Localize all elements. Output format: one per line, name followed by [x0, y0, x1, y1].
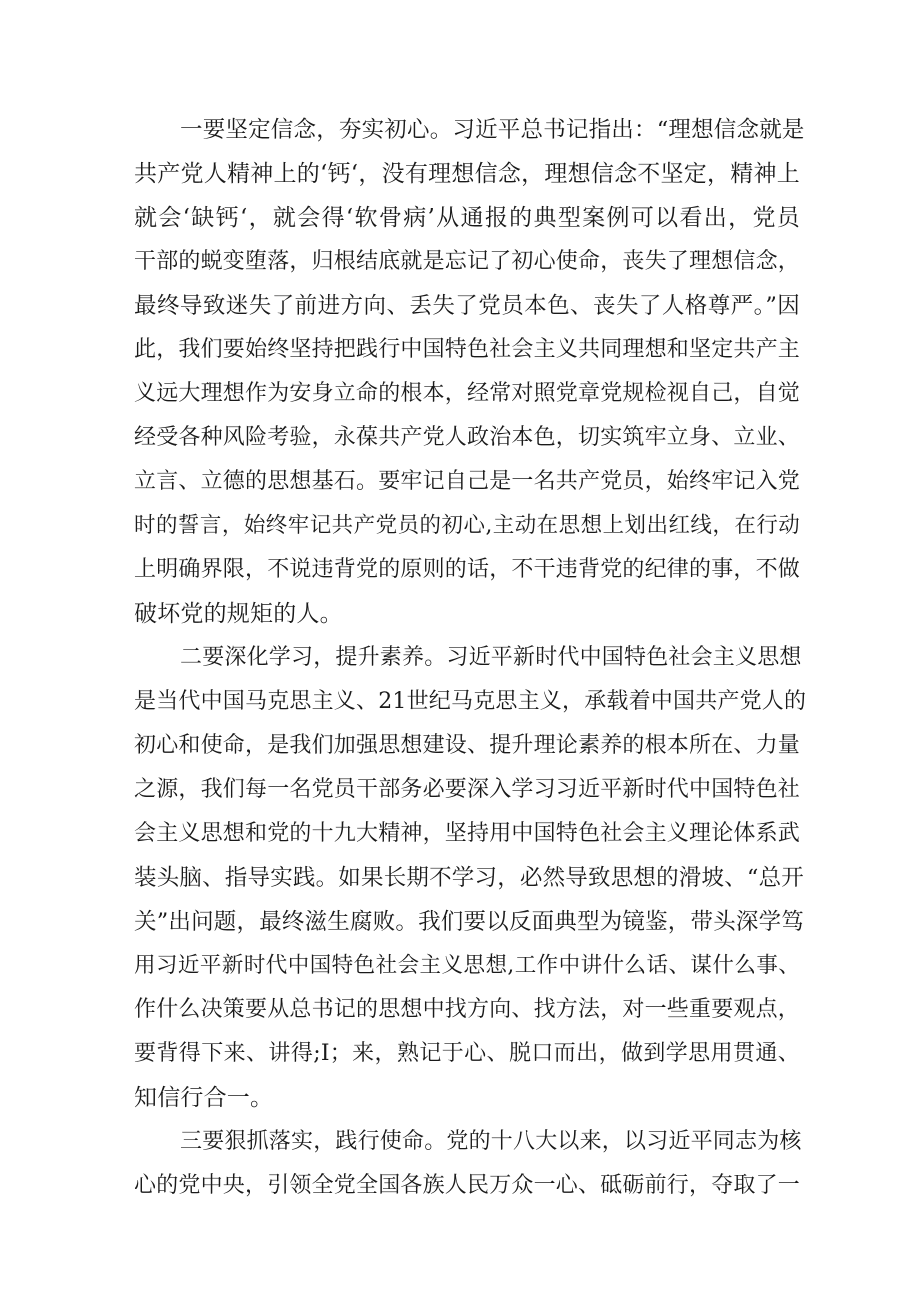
paragraph-1: [134, 108, 805, 636]
text-line: 立言、立德的思想基石。要牢记自己是一名共产党员，始终牢记入党: [134, 469, 801, 494]
text-line: 就会‘缺钙‘，就会得‘软骨病’从通报的典型案例可以看出，党员: [134, 205, 800, 231]
document-body: [134, 108, 807, 1208]
text-line: 一要坚定信念，夯实初心。习近平总书记指出：“理想信念就是: [180, 117, 805, 143]
text-line: 破坏党的规矩的人。: [134, 601, 343, 627]
text-line: 之源，我们每一名党员干部务必要深入学习习近平新时代中国特色社: [134, 777, 801, 802]
text-line: 最终导致迷失了前进方向、丢失了党员本色、丧失了人格尊严。”因: [134, 293, 800, 319]
text-line: 干部的蜕变堕落，归根结底就是忘记了初心使命，丧失了理想信念，: [134, 249, 801, 274]
text-line: 知信行合一。: [134, 1085, 274, 1111]
text-line: 此，我们要始终坚持把践行中国特色社会主义共同理想和坚定共产主: [134, 337, 801, 362]
text-line: 时的誓言，始终牢记共产党员的初心,主动在思想上划出红线，在行动: [134, 513, 800, 538]
text-line: 二要深化学习，提升素养。习近平新时代中国特色社会主义思想: [180, 645, 802, 670]
text-line: 心的党中央，引领全党全国各族人民万众一心、砥砺前行，夺取了一: [134, 1173, 801, 1198]
text-line: 用习近平新时代中国特色社会主义思想,工作中讲什么话、谋什么事、: [134, 953, 800, 978]
text-line: 三要狠抓落实，践行使命。党的十八大以来，以习近平同志为核: [180, 1129, 802, 1154]
text-line: 装头脑、指导实践。如果长期不学习，必然导致思想的滑坡、“总开: [134, 865, 805, 891]
text-line: 关”出问题，最终滋生腐败。我们要以反面典型为镜鉴，带头深学笃: [134, 909, 805, 935]
text-line: 要背得下来、讲得;I；来，熟记于心、脱口而出，做到学思用贯通、: [134, 1041, 800, 1066]
text-line: 上明确界限，不说违背党的原则的话，不干违背党的纪律的事，不做: [134, 557, 801, 582]
text-line: 作什么决策要从总书记的思想中找方向、找方法，对一些重要观点，: [134, 997, 801, 1022]
text-line: 初心和使命，是我们加强思想建设、提升理论素养的根本所在、力量: [134, 733, 801, 758]
text-line: 共产党人精神上的‘钙‘，没有理想信念，理想信念不坚定，精神上: [134, 161, 800, 187]
text-line: 是当代中国马克思主义、21世纪马克思主义，承载着中国共产党人的: [134, 689, 807, 714]
paragraph-2: [134, 636, 807, 1120]
text-line: 会主义思想和党的十九大精神，坚持用中国特色社会主义理论体系武: [134, 821, 801, 846]
text-line: 义远大理想作为安身立命的根本，经常对照党章党规检视自己，自觉: [134, 381, 801, 406]
paragraph-3: [134, 1120, 800, 1208]
text-line: 经受各种风险考验，永葆共产党人政治本色，切实筑牢立身、立业、: [134, 425, 801, 450]
